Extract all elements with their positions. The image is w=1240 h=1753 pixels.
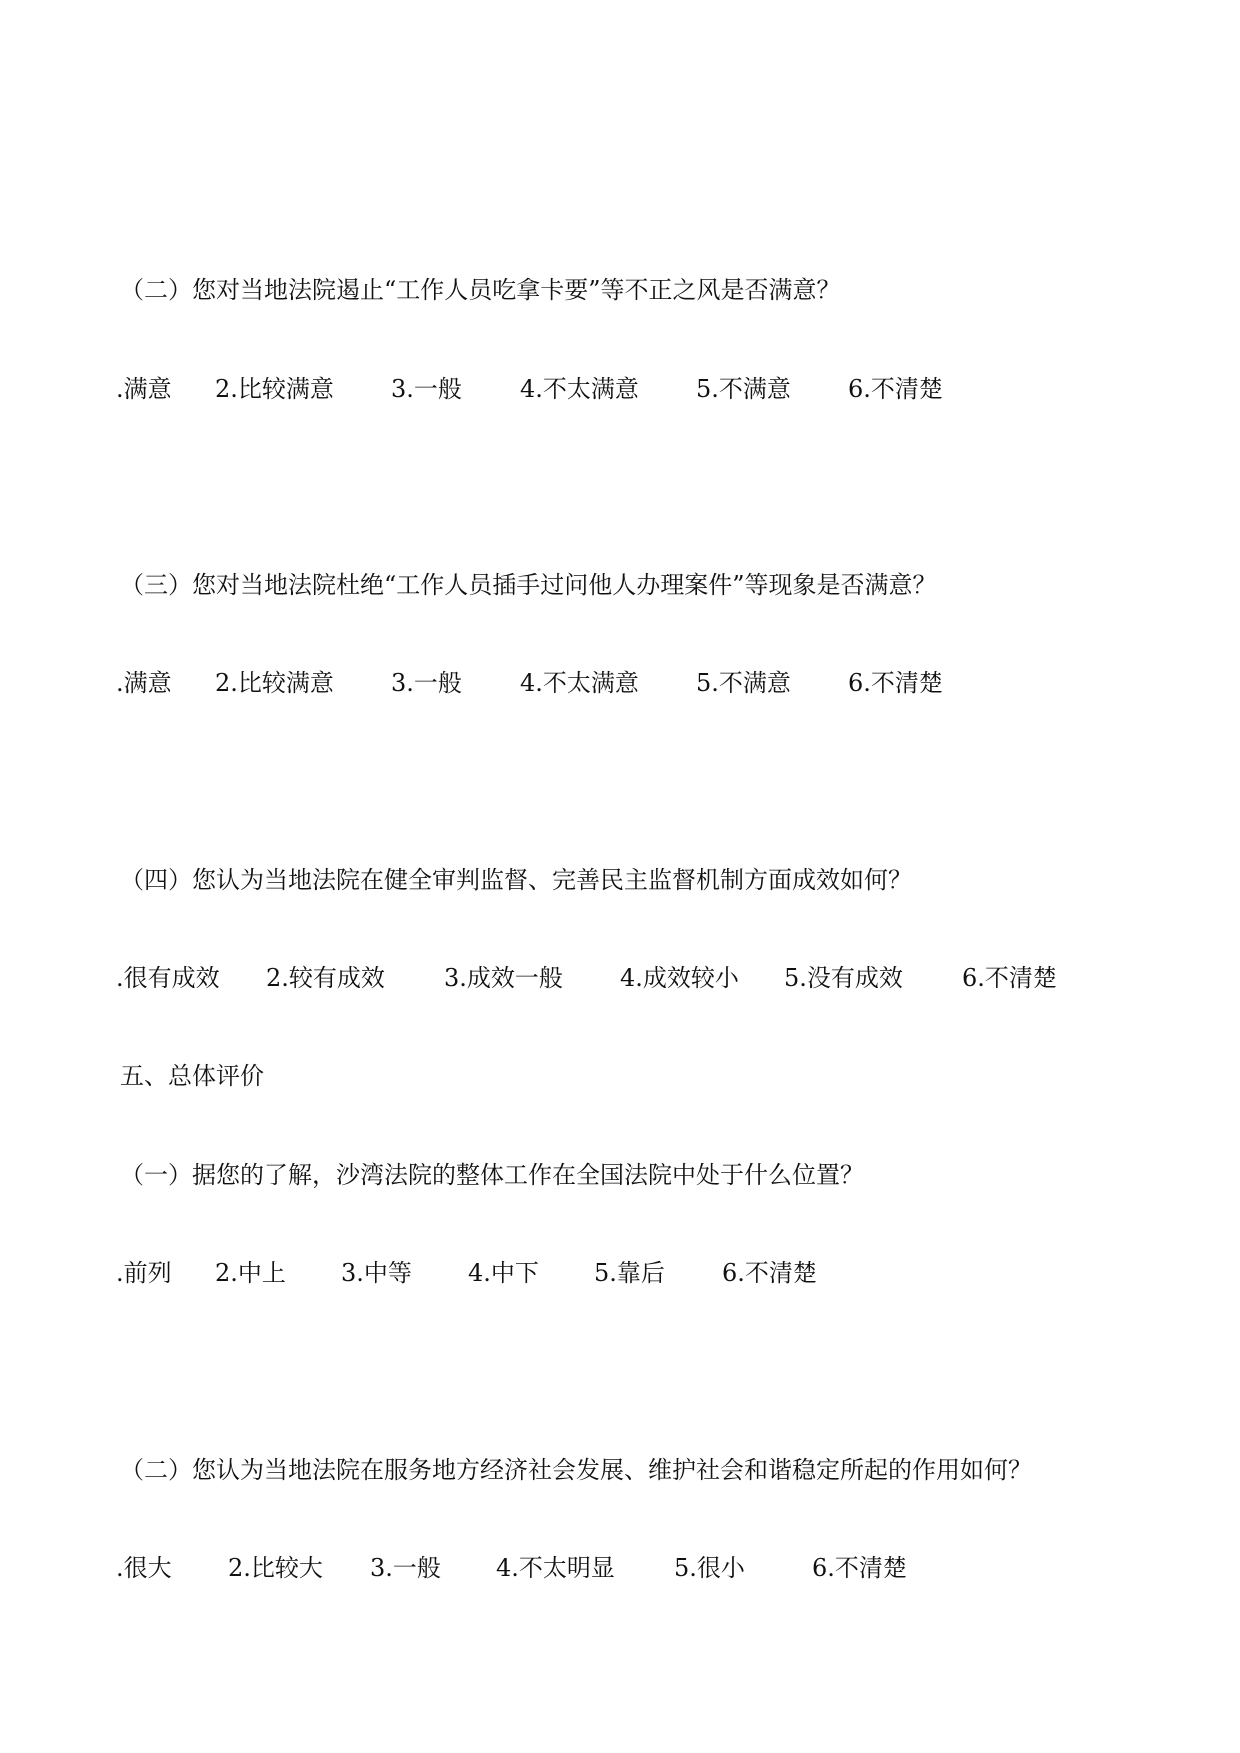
option-4: 4.成效较小	[620, 964, 739, 992]
option-6: 6.不清楚	[962, 964, 1057, 992]
option-5: 5.不满意	[696, 375, 791, 403]
option-4: 4.不太明显	[496, 1554, 615, 1582]
option-3: 3.成效一般	[444, 964, 563, 992]
option-5: 5.没有成效	[784, 964, 903, 992]
option-2: 2.比较满意	[215, 669, 334, 697]
question-5-1-text: （一）据您的了解，沙湾法院的整体工作在全国法院中处于什么位置？	[120, 1161, 864, 1189]
option-6: 6.不清楚	[722, 1259, 817, 1287]
option-6: 6.不清楚	[848, 669, 943, 697]
question-4-text: （四）您认为当地法院在健全审判监督、完善民主监督机制方面成效如何？	[120, 866, 912, 894]
option-5: 5.不满意	[696, 669, 791, 697]
question-3-text: （三）您对当地法院杜绝“工作人员插手过问他人办理案件”等现象是否满意？	[120, 571, 937, 599]
option-5: 5.很小	[674, 1554, 745, 1582]
option-3: 3.一般	[391, 375, 462, 403]
option-2: 2.中上	[215, 1259, 286, 1287]
option-1: .很大	[116, 1554, 172, 1582]
question-2-text: （二）您对当地法院遏止“工作人员吃拿卡要”等不正之风是否满意？	[120, 276, 841, 304]
option-2: 2.较有成效	[266, 964, 385, 992]
option-6: 6.不清楚	[848, 375, 943, 403]
option-1: .满意	[116, 669, 172, 697]
option-5: 5.靠后	[594, 1259, 665, 1287]
section-heading: 五、总体评价	[120, 1062, 264, 1090]
option-1: .前列	[116, 1259, 172, 1287]
option-2: 2.比较大	[228, 1554, 323, 1582]
option-4: 4.不太满意	[520, 375, 639, 403]
option-1: .很有成效	[116, 964, 220, 992]
option-3: 3.一般	[370, 1554, 441, 1582]
option-4: 4.中下	[468, 1259, 539, 1287]
option-3: 3.中等	[341, 1259, 412, 1287]
option-6: 6.不清楚	[812, 1554, 907, 1582]
option-1: .满意	[116, 375, 172, 403]
option-3: 3.一般	[391, 669, 462, 697]
option-2: 2.比较满意	[215, 375, 334, 403]
option-4: 4.不太满意	[520, 669, 639, 697]
question-5-2-text: （二）您认为当地法院在服务地方经济社会发展、维护社会和谐稳定所起的作用如何？	[120, 1456, 1032, 1484]
